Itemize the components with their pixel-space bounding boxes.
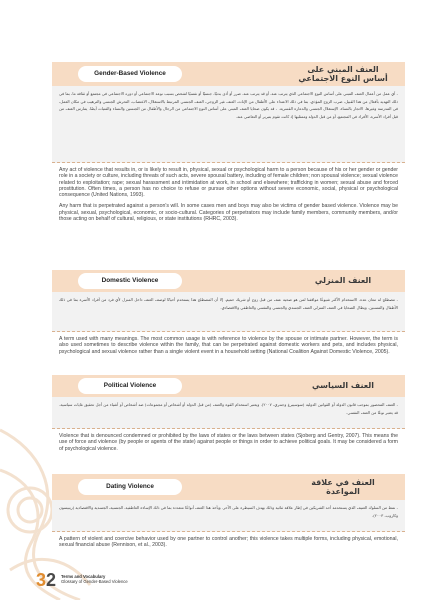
section-domestic-violence [52,270,405,374]
english-term-title: Dating Violence [106,483,154,490]
arabic-definition: - نمط من السلوك العنيف الذي يستخدمه أحد الشريكين في إطار علاقة ثنائية وذلك بهدف السيطرة على الآخر. ويأخذ هذا العنف أنواعًا متعددة بما في ذلك الإساءة العاطفية، الجنسية، الجسدية والاقتصادية (رينيسون وكاروب، ٢٠٠٣). [52,500,405,532]
english-definition [52,163,405,277]
english-paragraph: Violence that is denounced condemned or prohibited by the laws of states or the laws between states (Sjoberg and Gentry, 2007). This means the use of force and violence (by people or agents of the state) against people or things in order to achieve political goals. It may be considered a form of psychological violence. [59,433,398,452]
arabic-term-title: العنف المبني على أساس النوع الاجتماعي [298,64,388,83]
english-term-title: Political Violence [103,382,157,389]
page-number-digit: 2 [46,570,57,590]
section-dating-violence [52,474,405,562]
section-header [52,375,405,397]
page-number-digit: 3 [36,570,47,590]
english-definition [52,532,405,562]
arabic-term-title: العنف المنزلي [314,276,372,286]
section-political-violence [52,375,405,473]
arabic-term-title: العنف السياسي [312,381,374,391]
english-term-title: Domestic Violence [101,277,159,284]
english-paragraph: Any act of violence that results in, or is likely to result in, physical, sexual or psychological harm to a person because of his or her gender or gender role in a society or culture, including threats of such acts, severe spousal battery, including of female children; non spousal violence; sexual violence related to exploitation; rape; sexual harassment and intimidation at work, in school and elsewhere; trafficking in women; sexual abuse and forced prostitution. Often times, a person has no choice to refuse or pursue other options without severe economic, social, physical or psychological consequence (United Nations, 1993). [59,167,399,199]
english-paragraph: A term used with many meanings. The most common usage is with reference to violence by the spouse or intimate partner. However, the term is also used sometimes to describe violence within the family, that can be perpetrated against domestic workers and pets, and includes physical, psychological and sexual violence rather than a single violent event in a household setting (National Coalition Against Domestic Violence, 2005). [59,336,398,355]
section-header [52,474,405,500]
section-header [52,270,405,292]
english-definition [52,429,405,473]
english-definition [52,332,405,374]
english-term-title: Gender-Based Violence [94,70,166,77]
section-header [52,62,405,86]
arabic-definition: - أي عمل من أعمال العنف المبني على أساس النوع الاجتماعي الذي يترتب عنه، أو قد يترتب عنه، ضرر أو أذى بدنيًا، جنسيًا أو نفسيًا لشخص بسبب نوعه الاجتماعي أو دوره الاجتماعي في مجتمع أو ثقافة ما، بما في ذلك التهديد بأفعال من هذا القبيل، ضرب الزوج المؤذي، بما في ذلك الاعتداء على الأطفال من الإناث، العنف غير الزوجي، العنف الجنسي المرتبط بالاستغلال، الاغتصاب، التحرش الجنسي والترهيب في مكان العمل، في المدرسة وغيرها، الاتجار بالنساء، الإستغلال الجنسي والدعارة القسرية. - قد يكون ضحايا العنف المبني على أساس النوع الاجتماعي من الرجال والأطفال من الجنسين والنساء والفتيات أيضًا. يمارس العنف من قبل أفراد الأسرة، الأفراد في المجتمع، أو من قبل الدولة وممثليها إذ كانت تقوم بتبرير أو التغاضي عنه. [52,86,405,163]
section-gender-based-violence [52,62,405,277]
arabic-definition: - مصطلح له معان عدة. الاستخدام الأكثر شيوعًا مواقفنا لمن هو ضحية عنف من قبل زوج أو شريك حميم. إلا أن المصطلح هذا يستخدم أحيانًا لوصف العنف داخل المنزل لأي فرد من أفراد الأسرة بما في ذلك الأطفال والمسنين. ويطال الضحايا في العنف المنزلي العنف الجسدي والجنسي والنفسي والعاطفي والاقتصادي. [52,292,405,332]
arabic-definition: - العنف المحصور بموجب قانون الدولة أو القوانين الدولية (سوسيبرغ وجنتري، ٢٠٠٧). ويعتبر استخدام القوة والعنف (من قبل الدولة أو أشخاص أو مجموعات) ضد أشخاص أو أشياء من أجل تحقيق غايات سياسية. قد يعتبر نوعًا من العنف النفسي. [52,397,405,429]
footer-subtitle: Glossary of Gender-Based Violence [61,579,128,585]
english-paragraph: A pattern of violent and coercive behavior used by one partner to control another; this violence takes multiple forms, including physical, emotional, sexual financial abuse (Rennison, et al., 2003). [59,536,398,549]
footer-text [61,574,128,584]
english-paragraph: Any harm that is perpetrated against a person's will. In some cases men and boys may also be victims of gender based violence. Violence may be physical, sexual, psychological, economic, or socio-cultural. Categories of perpetrators may include family members, community members, and/or those acting on behalf of cultural, religious, or state institutions (RHRC, 2003). [59,203,398,223]
page-footer [36,568,196,592]
page-number [36,568,56,592]
arabic-term-title: العنف في علاقة المواعدة [311,477,375,496]
footer-title: Terms and Vocabulary [61,574,106,579]
